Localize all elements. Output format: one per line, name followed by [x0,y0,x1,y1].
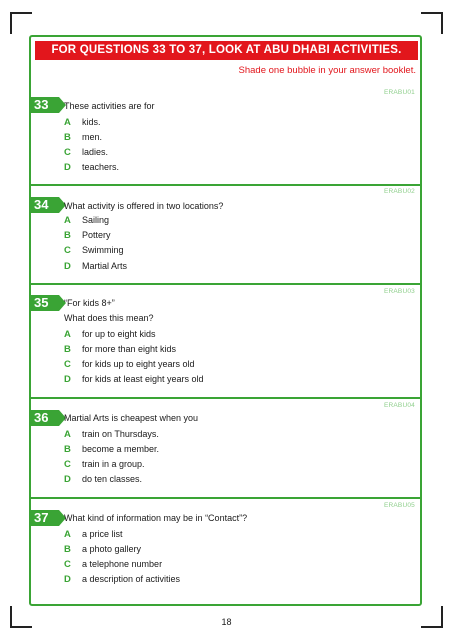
option-letter: B [64,132,71,143]
answer-option[interactable] [64,374,204,386]
item-code: ERABU03 [383,288,415,295]
option-letter: C [64,245,71,256]
option-text: for kids up to eight years old [82,359,195,369]
question-number-badge: 35 [31,295,59,311]
option-text: Pottery [82,230,111,240]
option-text: kids. [82,117,101,127]
option-letter: B [64,544,71,555]
option-text: train in a group. [82,459,145,469]
option-letter: D [64,162,71,173]
option-letter: B [64,230,71,241]
question-divider [31,283,420,285]
question-divider [31,397,420,399]
answer-option[interactable] [64,329,156,341]
question-stem: What kind of information may be in “Contact”? [64,513,248,523]
option-text: for up to eight kids [82,329,156,339]
answer-option[interactable] [64,559,162,571]
question-stem: What activity is offered in two locations? [64,201,224,211]
question-divider [31,184,420,186]
option-letter: D [64,474,71,485]
question-number-badge: 37 [31,510,59,526]
option-letter: B [64,344,71,355]
answer-option[interactable] [64,459,145,471]
question-number-badge: 34 [31,197,59,213]
option-letter: C [64,147,71,158]
answer-option[interactable] [64,132,102,144]
option-letter: D [64,261,71,272]
option-text: men. [82,132,103,142]
answer-option[interactable] [64,529,123,541]
answer-option[interactable] [64,147,108,159]
option-text: a telephone number [82,559,163,569]
answer-option[interactable] [64,215,109,227]
option-letter: A [64,329,71,340]
crop-mark-top-right-h [421,12,443,14]
question-number-badge: 36 [31,410,59,426]
option-letter: A [64,215,71,226]
option-letter: C [64,559,71,570]
answer-option[interactable] [64,245,124,257]
option-text: train on Thursdays. [82,429,159,439]
question-stem-line-2: What does this mean? [64,313,154,323]
option-letter: A [64,429,71,440]
option-letter: C [64,459,71,470]
answer-instruction: Shade one bubble in your answer booklet. [238,65,416,76]
answer-option[interactable] [64,230,111,242]
answer-option[interactable] [64,359,195,371]
option-letter: D [64,574,71,585]
option-text: a photo gallery [82,544,142,554]
option-text: for more than eight kids [82,344,177,354]
option-text: do ten classes. [82,474,143,484]
item-code: ERABU01 [383,89,415,96]
option-text: ladies. [82,147,109,157]
option-letter: B [64,444,71,455]
option-text: a description of activities [82,574,181,584]
item-code: ERABU05 [383,502,415,509]
answer-option[interactable] [64,544,141,556]
crop-mark-top-right-v [441,12,443,34]
answer-option[interactable] [64,117,101,129]
answer-option[interactable] [64,344,176,356]
option-text: a price list [82,529,123,539]
answer-option[interactable] [64,162,119,174]
question-number-badge: 33 [31,97,59,113]
answer-option[interactable] [64,444,159,456]
option-letter: A [64,529,71,540]
question-stem: Martial Arts is cheapest when you [64,413,199,423]
question-stem: These activities are for [64,101,155,111]
option-letter: C [64,359,71,370]
option-letter: D [64,374,71,385]
section-banner: FOR QUESTIONS 33 TO 37, LOOK AT ABU DHABI ACTIVITIES. [35,41,418,60]
option-text: become a member. [82,444,160,454]
answer-option[interactable] [64,574,180,586]
question-divider [31,497,420,499]
item-code: ERABU02 [383,188,415,195]
answer-option[interactable] [64,429,159,441]
option-text: Martial Arts [82,261,128,271]
answer-option[interactable] [64,474,142,486]
crop-mark-top-left-v [10,12,12,34]
answer-option[interactable] [64,261,127,273]
option-text: Sailing [82,215,110,225]
page-number: 18 [221,617,232,627]
option-text: Swimming [82,245,124,255]
option-text: for kids at least eight years old [82,374,204,384]
question-stem: “For kids 8+” [64,298,115,308]
crop-mark-top-left-h [10,12,32,14]
option-text: teachers. [82,162,120,172]
item-code: ERABU04 [383,402,415,409]
option-letter: A [64,117,71,128]
